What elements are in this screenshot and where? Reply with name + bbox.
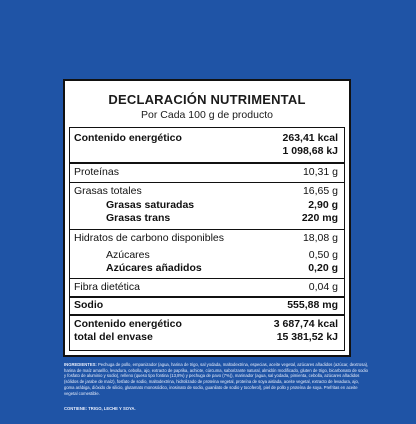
- nutrition-title: DECLARACIÓN NUTRIMENTAL: [108, 92, 306, 107]
- ingredients-list: [64, 362, 370, 396]
- protein-label: Proteínas: [74, 166, 119, 178]
- carb-row: [70, 232, 344, 246]
- sugars-label: Azúcares: [106, 249, 150, 261]
- nutrition-subtitle: Por Cada 100 g de producto: [141, 109, 273, 121]
- sat-fat-row: [70, 199, 344, 213]
- ingredients-heading: INGREDIENTES:: [64, 362, 98, 367]
- energy-label: Contenido energético: [74, 132, 182, 144]
- sat-fat-value: 2,90 g: [308, 199, 338, 211]
- nutrition-facts-panel: [63, 79, 351, 357]
- sugars-value: 0,50 g: [308, 249, 338, 261]
- carb-value: 18,08 g: [302, 232, 338, 244]
- energy-row: [70, 132, 344, 157]
- carb-label: Hidratos de carbono disponibles: [74, 232, 225, 244]
- sugars-row: [70, 249, 344, 263]
- energy-kcal: 263,41 kcal: [282, 132, 338, 144]
- fat-label: Grasas totales: [74, 185, 142, 197]
- ingredients-text: Pechuga de pollo, empanizador (agua, harina de trigo, sal yodada, maltodextrina, especias, aceite vegetal, azúcares añadidos (azúcar, dextrosa), harina de maíz amarillo, levadura, cebolla, ajo, extracto de paprika, achiote, cúrcuma, saborizante natural, almidón modificado, gluten de trigo, bicarbonato de sodio y fosfato de aluminio y sodio), relleno (queso tipo fontina (13,8%) y pechuga de pavo (7%)), marinador (agua, sal yodada, pimienta, cebolla, azúcares añadidos (sólidos de jarabe de maíz), fosfato de sodio, maltodextrina, hidrolizado de proteína vegetal, proteína de soya aislada, aceite vegetal, extracto de levadura, ajo, goma arábiga, dióxido de silicio, glutamato monosódico, inosinato de sodio, guanilato de sodio y tocoferol), piel de pollo y proteína de soya. Prefritas en aceite vegetal comestible.: [64, 362, 369, 396]
- sodium-row: [70, 299, 344, 313]
- separator-protein: [70, 182, 344, 183]
- total-energy-label-2: total del envase: [74, 331, 153, 343]
- allergen-statement: CONTIENE: TRIGO, LECHE Y SOYA.: [64, 406, 136, 411]
- added-sugars-row: [70, 262, 344, 276]
- trans-fat-value: 220 mg: [301, 212, 338, 224]
- separator-sodium: [70, 314, 344, 316]
- added-sugars-value: 0,20 g: [308, 262, 338, 274]
- separator-carb: [70, 278, 344, 279]
- fiber-value: 0,04 g: [308, 281, 338, 293]
- trans-fat-row: [70, 212, 344, 226]
- sat-fat-label: Grasas saturadas: [106, 199, 195, 211]
- protein-value: 10,31 g: [302, 166, 338, 178]
- total-energy-row-2: [70, 331, 344, 345]
- nutrition-table: [69, 127, 345, 351]
- sodium-label: Sodio: [74, 299, 104, 311]
- fiber-label: Fibra dietética: [74, 281, 140, 293]
- total-energy-label-1: Contenido energético: [74, 318, 182, 330]
- fiber-row: [70, 281, 344, 295]
- total-energy-kcal: 3 687,74 kcal: [273, 318, 338, 330]
- energy-kj: 1 098,68 kJ: [282, 145, 338, 157]
- separator-fiber: [70, 296, 344, 298]
- protein-row: [70, 166, 344, 180]
- separator-fat: [70, 229, 344, 230]
- total-energy-kj: 15 381,52 kJ: [276, 331, 338, 343]
- separator-energy: [70, 162, 344, 164]
- sodium-value: 555,88 mg: [287, 299, 338, 311]
- fat-value: 16,65 g: [302, 185, 338, 197]
- fat-row: [70, 185, 344, 199]
- added-sugars-label: Azúcares añadidos: [106, 262, 202, 274]
- total-energy-row: [70, 318, 344, 332]
- trans-fat-label: Grasas trans: [106, 212, 171, 224]
